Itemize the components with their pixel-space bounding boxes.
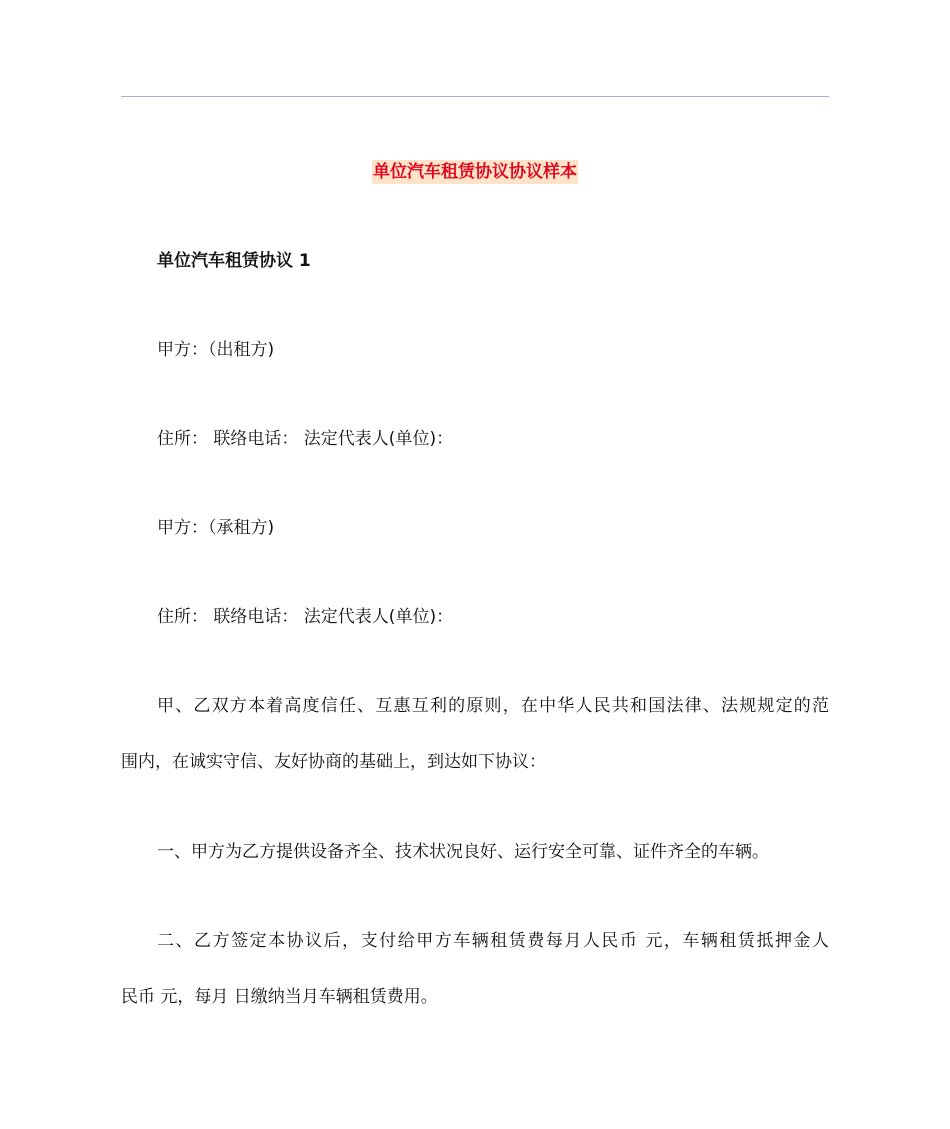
party-a-line: 甲方：（出租方) (157, 340, 275, 360)
clause-2-line-1: 二、乙方签定本协议后，支付给甲方车辆租赁费每月人民币 元，车辆租赁抵押金人 (157, 931, 829, 951)
header-rule (121, 96, 829, 97)
title-container (0, 160, 950, 184)
party-b-line: 甲方：（承租方) (157, 518, 275, 538)
clause-2-line-2: 民币 元，每月 日缴纳当月车辆租赁费用。 (121, 987, 438, 1007)
document-title: 单位汽车租赁协议协议样本 (373, 162, 577, 182)
party-b-info-line: 住所： 联络电话： 法定代表人(单位)： (157, 607, 454, 627)
party-a-info-line: 住所： 联络电话： 法定代表人(单位)： (157, 429, 454, 449)
section-heading: 单位汽车租赁协议 1 (157, 251, 311, 271)
intro-paragraph-line-2: 围内，在诚实守信、友好协商的基础上，到达如下协议： (121, 752, 546, 772)
intro-paragraph-line-1: 甲、乙双方本着高度信任、互惠互利的原则，在中华人民共和国法律、法规规定的范 (157, 696, 829, 716)
clause-1: 一、甲方为乙方提供设备齐全、技术状况良好、运行安全可靠、证件齐全的车辆。 (157, 842, 769, 862)
